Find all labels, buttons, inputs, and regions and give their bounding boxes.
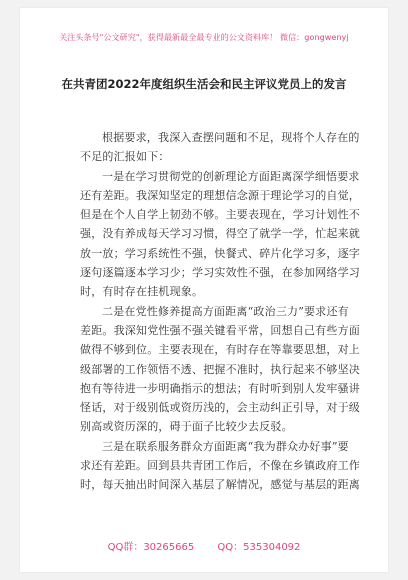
footer-contact bbox=[20, 538, 388, 553]
body-line: 还有差距。我深知坚定的理想信念源于理论学习的自觉， bbox=[80, 188, 360, 202]
body-line: 三是在联系服务群众方面距离“我为群众办好事”要 bbox=[102, 439, 349, 453]
footer-qq: QQ：535304092 bbox=[217, 542, 301, 553]
document-page bbox=[20, 8, 388, 572]
body-line: 根据要求，我深入查摆问题和不足，现将个人存在的 bbox=[102, 131, 360, 144]
body-line: 别高或资历深的，碍于面子比较少去反驳。 bbox=[80, 420, 293, 434]
body-line: 逐句逐篇逐本学习少；学习实效性不强，在参加网络学习 bbox=[80, 266, 360, 280]
body-line: 怪话，对于级别低或资历浅的，会主动纠正引导，对于级 bbox=[80, 401, 360, 415]
body-line: 时，每天抽出时间深入基层了解情况，感觉与基层的距离 bbox=[80, 478, 360, 492]
body-line: 不足的汇报如下： bbox=[80, 150, 170, 164]
body-line: 做得不够到位。主要表现在，有时存在等靠要思想，对上 bbox=[80, 343, 360, 357]
document-title: 在共青团2022年度组织生活会和民主评议党员上的发言 bbox=[61, 77, 347, 91]
body-line: 差距。我深知党性强不强关键看平常，回想自己有些方面 bbox=[80, 323, 360, 337]
header-watermark-note: 关注头条号"公文研究"，获得最新最全最专业的公文资料库！ 微信：gongwenyj bbox=[59, 33, 349, 42]
body-line: 放一放；学习系统性不强，快餐式、碎片化学习多，逐字 bbox=[80, 246, 360, 260]
body-line: 时，有时存在挂机现象。 bbox=[80, 285, 204, 299]
body-line: 但是在个人自学上韧劲不够。主要表现在，学习计划性不 bbox=[80, 208, 360, 222]
body-line: 二是在党性修养提高方面距离“政治三力”要求还有 bbox=[102, 304, 349, 318]
body-line: 抱有等待进一步明确指示的想法；有时听到别人发牢骚讲 bbox=[80, 381, 360, 395]
footer-qq-group: QQ群：30265665 bbox=[107, 542, 195, 553]
body-line: 强，没有养成每天学习习惯，得空了就学一学，忙起来就 bbox=[80, 227, 360, 241]
body-line: 求还有差距。回到县共青团工作后，不像在乡镇政府工作 bbox=[80, 459, 360, 473]
body-line: 级部署的工作领悟不透、把握不准时，执行起来不够坚决 bbox=[80, 362, 360, 376]
body-line: 一是在学习贯彻党的创新理论方面距离深学细悟要求 bbox=[102, 169, 360, 183]
document-body bbox=[80, 128, 362, 495]
